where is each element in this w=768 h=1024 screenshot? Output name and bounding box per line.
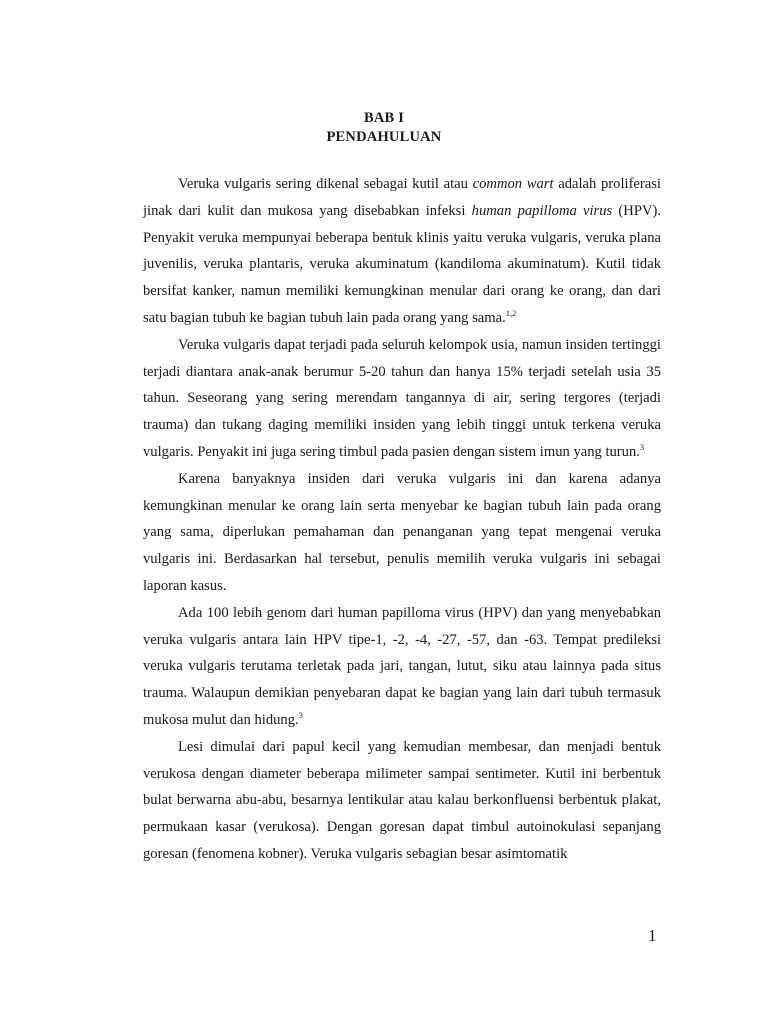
paragraph [143, 734, 661, 868]
paragraph-text: adalah proliferasi jinak dari kulit dan mukosa yang disebabkan infeksi [143, 176, 661, 219]
paragraph-text: Veruka vulgaris dapat terjadi pada seluruh kelompok usia, namun insiden tertinggi terjadi diantara anak-anak berumur 5-20 tahun dan hanya 15% terjadi setelah usia 35 tahun. Seseorang yang sering merendam tangannya di air, sering tergores (terjadi trauma) dan tukang daging memiliki insiden yang lebih tinggi untuk terkena veruka vulgaris. Penyakit ini juga sering timbul pada pasien dengan sistem imun yang turun. [143, 336, 661, 460]
italic-term: common wart [472, 176, 554, 192]
paragraph [143, 332, 661, 466]
page-number: 1 [648, 926, 657, 945]
chapter-heading: BAB I [363, 110, 405, 126]
paragraph-text: Veruka vulgaris sering dikenal sebagai kutil atau [178, 176, 473, 192]
italic-term: human papilloma virus [471, 202, 613, 219]
paragraph-text: Karena banyaknya insiden dari veruka vulgaris ini dan karena adanya kemungkinan menular ke orang lain serta menyebar ke bagian tubuh lain pada orang yang sama, diperlukan pemahaman dan penanganan yang tepat mengenai veruka vulgaris ini. Berdasarkan hal tersebut, penulis memilih veruka vulgaris ini sebagai laporan kasus. [143, 470, 661, 594]
paragraph [143, 171, 661, 332]
paragraph [143, 600, 661, 734]
chapter-title: PENDAHULUAN [326, 129, 442, 145]
paragraph-text: Lesi dimulai dari papul kecil yang kemudian membesar, dan menjadi bentuk verukosa dengan diameter beberapa milimeter sampai sentimeter. Kutil ini berbentuk bulat berwarna abu-abu, besarnya lentikular atau kalau berkonfluensi berbentuk plakat, permukaan kasar (verukosa). Dengan goresan dapat timbul autoinokulasi sepanjang goresan (fenomena kobner). Veruka vulgaris sebagian besar asimtomatik [143, 738, 661, 862]
citation-superscript: 1,2 [505, 307, 517, 318]
paragraph [143, 466, 661, 600]
paragraph-text: Ada 100 lebih genom dari human papilloma virus (HPV) dan yang menyebabkan veruka vulgaris antara lain HPV tipe-1, -2, -4, -27, -57, dan -63. Tempat predileksi veruka vulgaris terutama terletak pada jari, tangan, lutut, siku atau lainnya pada situs trauma. Walaupun demikian penyebaran dapat ke bagian yang lain dari tubuh termasuk mukosa mulut dan hidung. [143, 604, 661, 728]
citation-superscript: 3 [639, 441, 645, 452]
document-body [143, 171, 661, 868]
citation-superscript: 3 [298, 709, 303, 720]
paragraph-text: (HPV). Penyakit veruka mempunyai beberapa bentuk klinis yaitu veruka vulgaris, veruka plana juvenilis, veruka plantaris, veruka akuminatum (kandiloma akuminatum). Kutil tidak bersifat kanker, namun memiliki kemungkinan menular dari orang ke orang, dan dari satu bagian tubuh ke bagian tubuh lain pada orang yang sama. [143, 202, 661, 326]
